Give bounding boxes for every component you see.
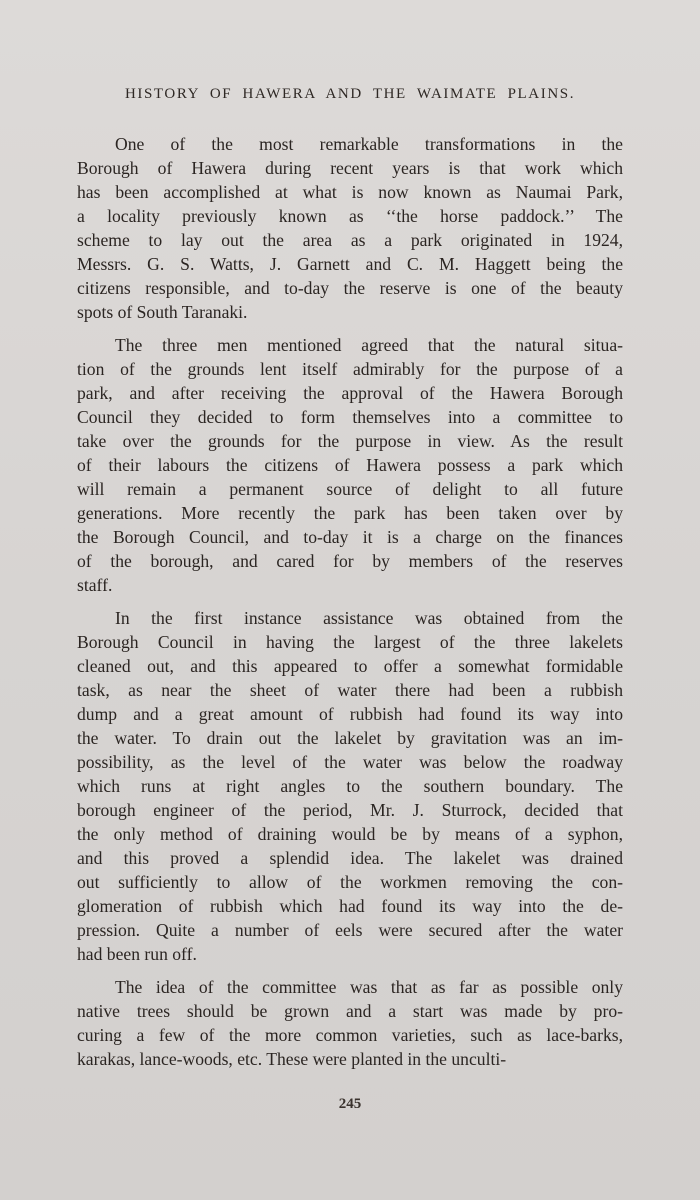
text-line: of the borough, and cared for by members of the reserves <box>77 551 623 571</box>
text-line: dump and a great amount of rubbish had found its way into <box>77 704 623 724</box>
text-line: native trees should be grown and a start was made by pro- <box>77 1001 623 1021</box>
text-line: curing a few of the more common varieties, such as lace-barks, <box>77 1025 623 1045</box>
text-line: karakas, lance-woods, etc. These were planted in the unculti- <box>77 1049 507 1069</box>
text-line: possibility, as the level of the water was below the roadway <box>77 752 623 772</box>
text-line: Borough Council in having the largest of the three lakelets <box>77 632 623 652</box>
text-line: out sufficiently to allow of the workmen removing the con- <box>77 872 623 892</box>
text-line: the water. To drain out the lakelet by gravitation was an im- <box>77 728 623 748</box>
text-line: spots of South Taranaki. <box>77 302 248 322</box>
text-line: tion of the grounds lent itself admirably for the purpose of a <box>77 359 623 379</box>
text-line: Council they decided to form themselves into a committee to <box>77 407 623 427</box>
text-line: generations. More recently the park has been taken over by <box>77 503 623 523</box>
text-line: pression. Quite a number of eels were secured after the water <box>77 920 623 940</box>
text-line: the only method of draining would be by means of a syphon, <box>77 824 623 844</box>
text-line: glomeration of rubbish which had found its way into the de- <box>77 896 623 916</box>
text-line: the Borough Council, and to-day it is a charge on the finances <box>77 527 623 547</box>
text-line: of their labours the citizens of Hawera possess a park which <box>77 455 623 475</box>
page-number: 245 <box>338 1096 362 1112</box>
paragraph-3 <box>77 606 623 966</box>
text-line: task, as near the sheet of water there had been a rubbish <box>77 680 623 700</box>
text-line: take over the grounds for the purpose in view. As the result <box>77 431 623 451</box>
paragraph-2 <box>77 333 623 597</box>
text-line: One of the most remarkable transformations in the <box>115 134 623 154</box>
text-line: citizens responsible, and to-day the reserve is one of the beauty <box>77 278 623 298</box>
body-text <box>77 132 623 1080</box>
text-line: will remain a permanent source of delight to all future <box>77 479 623 499</box>
text-line: which runs at right angles to the southern boundary. The <box>77 776 623 796</box>
text-line: scheme to lay out the area as a park originated in 1924, <box>77 230 623 250</box>
text-line: and this proved a splendid idea. The lakelet was drained <box>77 848 623 868</box>
text-line: In the first instance assistance was obtained from the <box>115 608 623 628</box>
text-line: borough engineer of the period, Mr. J. Sturrock, decided that <box>77 800 623 820</box>
text-line: Messrs. G. S. Watts, J. Garnett and C. M. Haggett being the <box>77 254 623 274</box>
paragraph-4 <box>77 975 623 1071</box>
text-line: staff. <box>77 575 113 595</box>
text-line: The idea of the committee was that as far as possible only <box>115 977 623 997</box>
text-line: has been accomplished at what is now known as Naumai Park, <box>77 182 623 202</box>
text-line: had been run off. <box>77 944 197 964</box>
paragraph-1 <box>77 132 623 324</box>
text-line: a locality previously known as ‘‘the horse paddock.’’ The <box>77 206 623 226</box>
running-head: HISTORY OF HAWERA AND THE WAIMATE PLAINS. <box>124 86 576 102</box>
text-line: park, and after receiving the approval of the Hawera Borough <box>77 383 623 403</box>
text-line: Borough of Hawera during recent years is that work which <box>77 158 623 178</box>
text-line: cleaned out, and this appeared to offer a somewhat formidable <box>77 656 623 676</box>
text-line: The three men mentioned agreed that the natural situa- <box>115 335 623 355</box>
